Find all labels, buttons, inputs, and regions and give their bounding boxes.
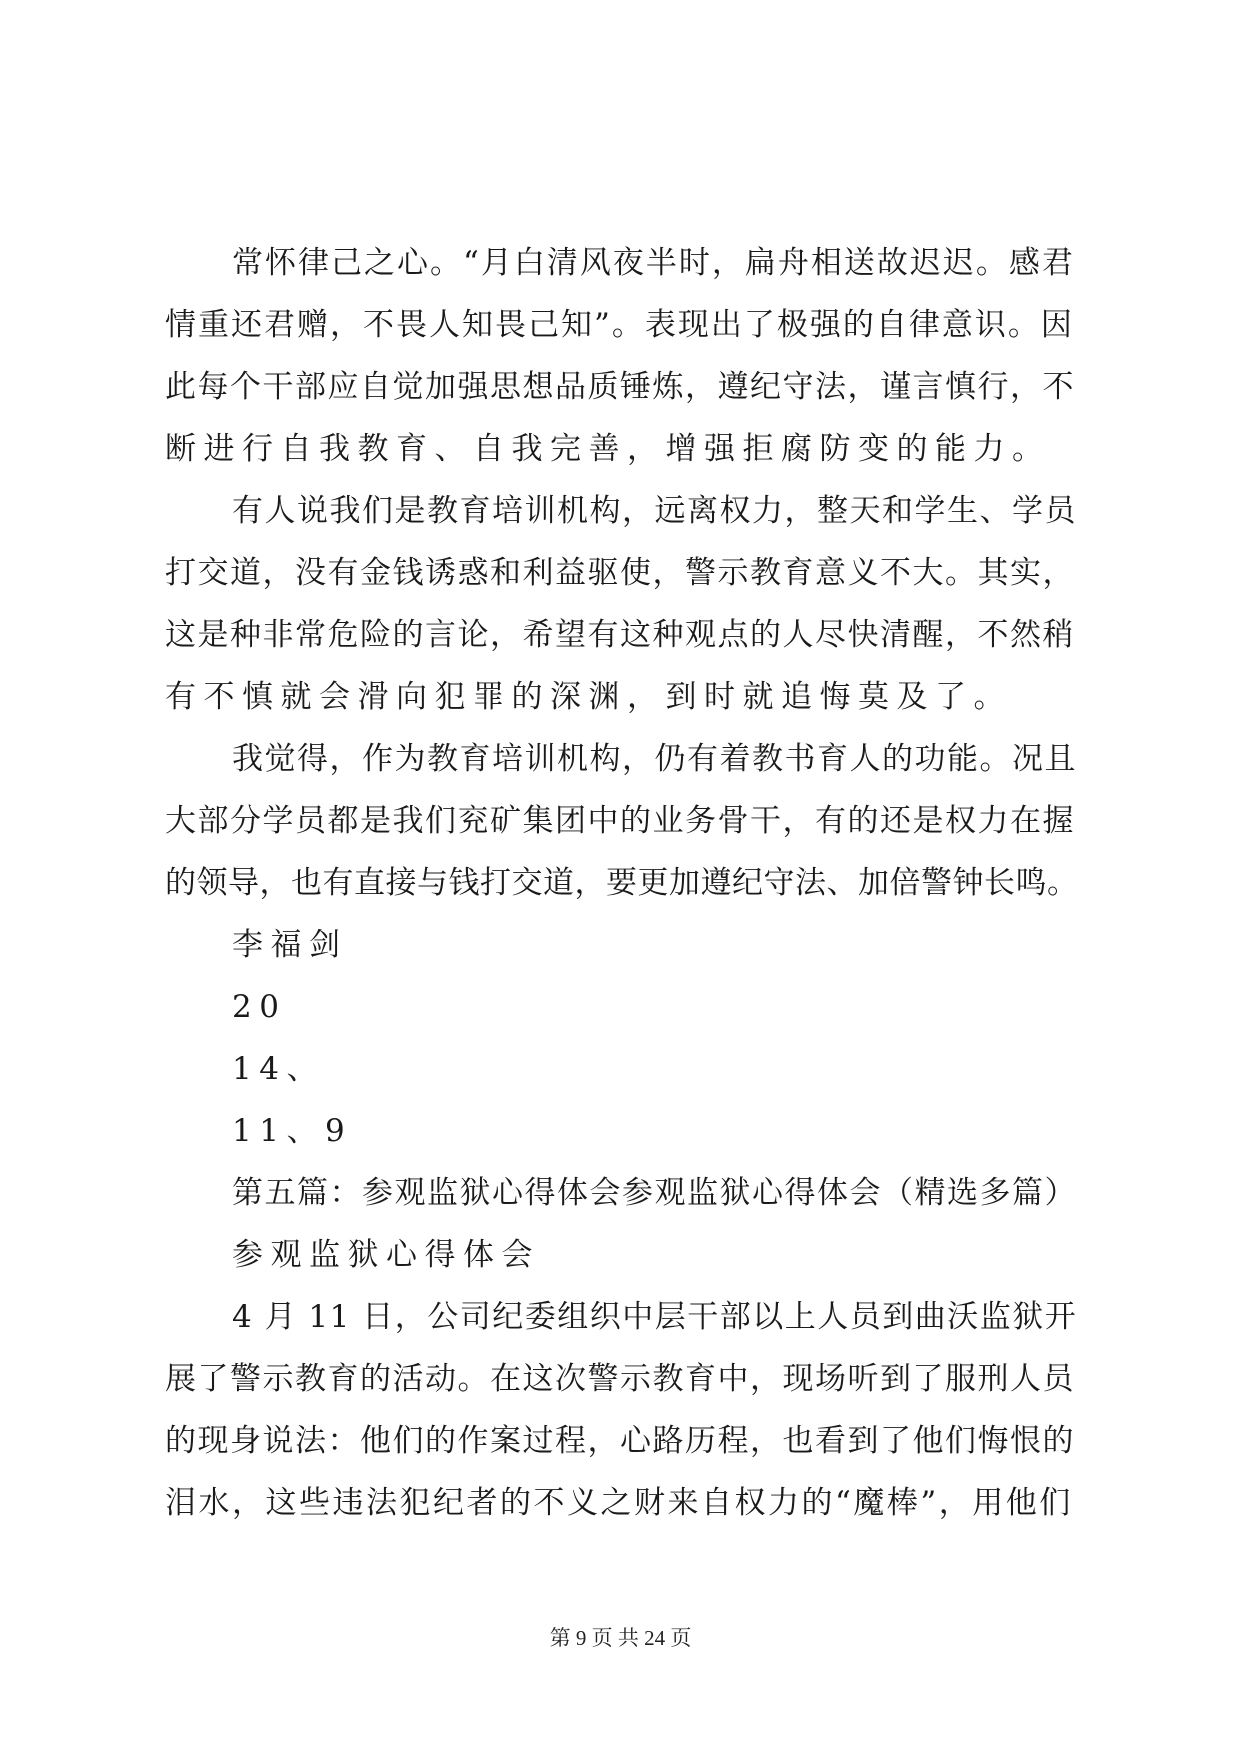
date-month-day: 11、9 (232, 1113, 353, 1149)
text-line: 我觉得，作为教育培训机构，仍有着教书育人的功能。况且 (232, 741, 1077, 777)
text-line: 这是种非常危险的言论，希望有这种观点的人尽快清醒，不然稍 (165, 617, 1075, 653)
document-body (165, 232, 1080, 1534)
text-line: 有不慎就会滑向犯罪的深渊，到时就追悔莫及了。 (165, 679, 1012, 715)
text-line: 有人说我们是教育培训机构，远离权力，整天和学生、学员 (232, 493, 1077, 529)
signature-name: 李福剑 (232, 927, 348, 963)
text-line: 常怀律己之心。“月白清风夜半时，扁舟相送故迟迟。感君 (232, 245, 1075, 281)
text-line: 打交道，没有金钱诱惑和利益驱使，警示教育意义不大。其实， (165, 555, 1075, 591)
text-line: 的领导，也有直接与钱打交道，要更加遵纪守法、加倍警钟长鸣。 (165, 865, 1079, 901)
text-line: 的现身说法：他们的作案过程，心路历程，也看到了他们悔恨的 (165, 1423, 1075, 1459)
section-subtitle: 参观监狱心得体会 (232, 1237, 540, 1273)
date-year-part: 14、 (232, 1051, 325, 1087)
text-line: 此每个干部应自觉加强思想品质锤炼，遵纪守法，谨言慎行，不 (165, 369, 1075, 405)
text-line: 展了警示教育的活动。在这次警示教育中，现场听到了服刑人员 (165, 1361, 1075, 1397)
text-line: 断进行自我教育、自我完善，增强拒腐防变的能力。 (165, 431, 1051, 467)
date-year-part: 20 (232, 989, 287, 1025)
section-heading: 第五篇：参观监狱心得体会参观监狱心得体会（精选多篇） (232, 1175, 1077, 1211)
text-line: 大部分学员都是我们兖矿集团中的业务骨干，有的还是权力在握 (165, 803, 1075, 839)
text-line: 情重还君赠，不畏人知畏己知”。表现出了极强的自律意识。因 (165, 307, 1074, 343)
page-number-footer: 第 9 页 共 24 页 (549, 1626, 692, 1650)
text-line: 4 月 11 日，公司纪委组织中层干部以上人员到曲沃监狱开 (232, 1299, 1078, 1335)
text-line: 泪水，这些违法犯纪者的不义之财来自权力的“魔棒”，用他们 (165, 1485, 1073, 1521)
